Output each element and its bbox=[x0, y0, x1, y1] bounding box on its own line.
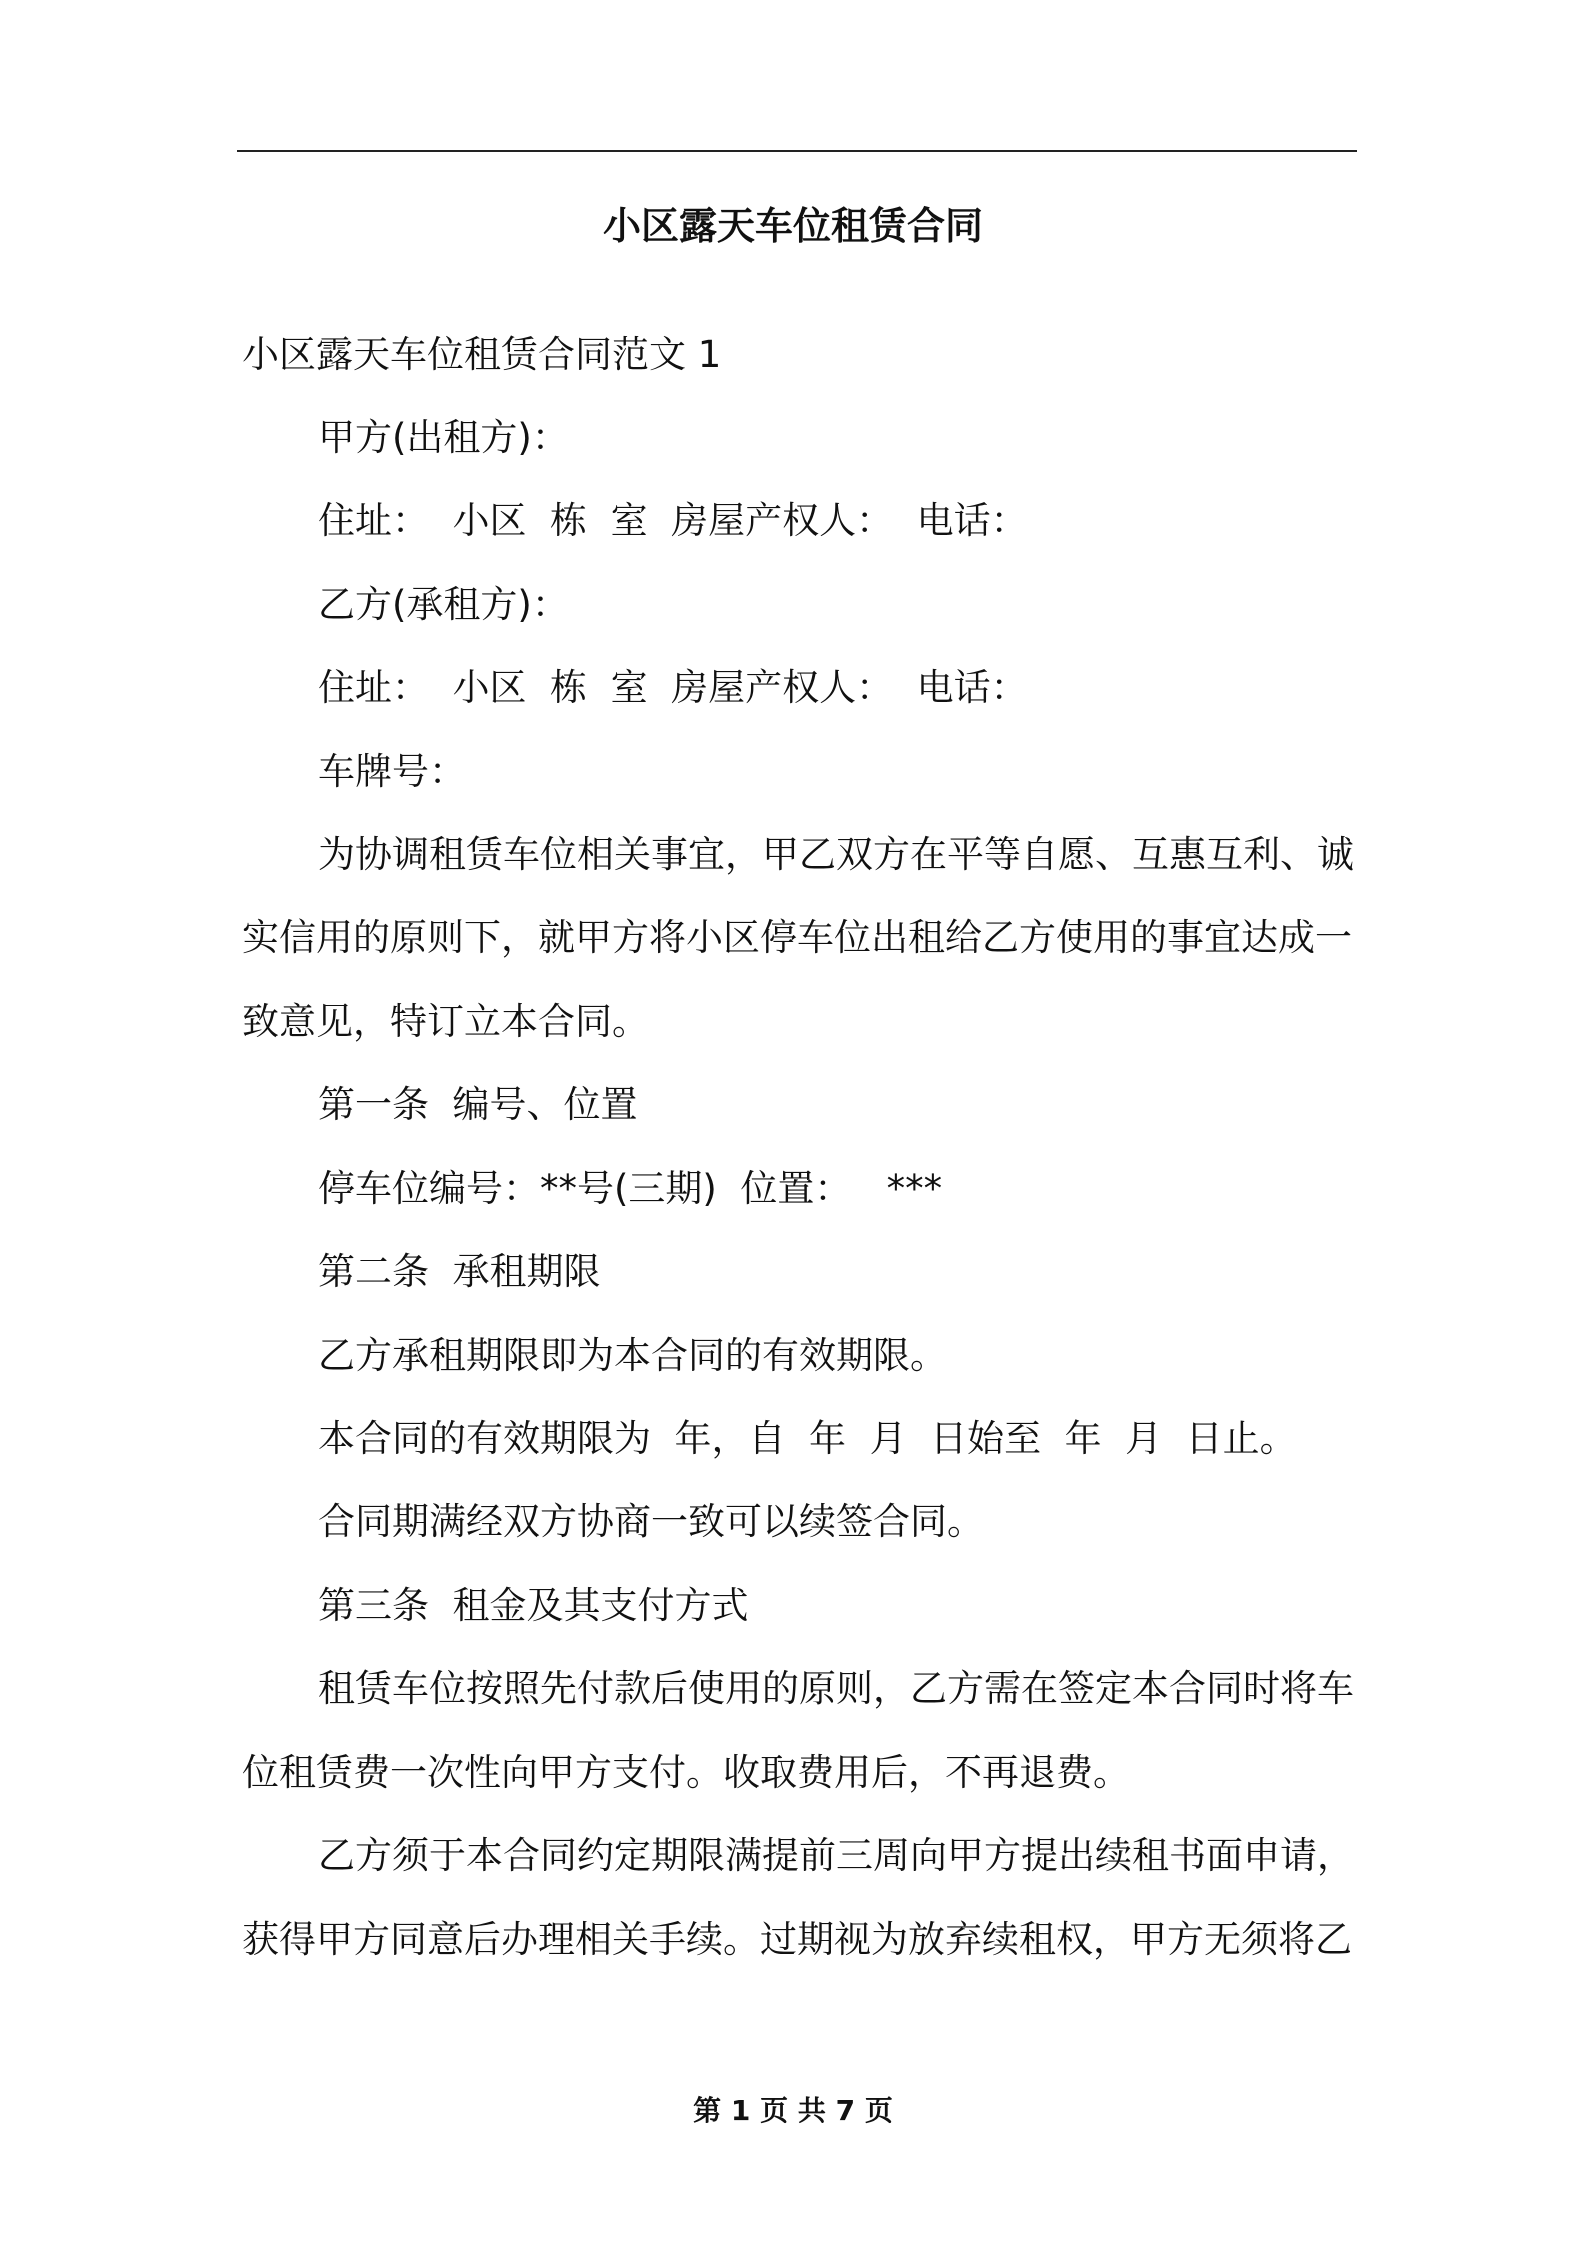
payment-paragraph-line-2: 位租赁费一次性向甲方支付。收取费用后，不再退费。 bbox=[242, 1751, 1130, 1794]
validity-period-text: 本合同的有效期限为 年，自 年 月 日始至 年 月 日止。 bbox=[318, 1417, 1297, 1460]
plate-number: 车牌号： bbox=[318, 750, 466, 793]
renewal-paragraph-line-2: 获得甲方同意后办理相关手续。过期视为放弃续租权，甲方无须将乙 bbox=[242, 1918, 1352, 1961]
intro-paragraph-line-3: 致意见，特订立本合同。 bbox=[242, 1000, 649, 1043]
party-b-address: 住址： 小区 栋 室 房屋产权人： 电话： bbox=[318, 666, 1028, 709]
party-a-address: 住址： 小区 栋 室 房屋产权人： 电话： bbox=[318, 499, 1028, 542]
document-subtitle: 小区露天车位租赁合同范文 1 bbox=[242, 333, 722, 376]
intro-paragraph-line-1: 为协调租赁车位相关事宜，甲乙双方在平等自愿、互惠互利、诚 bbox=[318, 833, 1354, 876]
article-3-heading: 第三条 租金及其支付方式 bbox=[318, 1584, 749, 1627]
renewal-paragraph-line-1: 乙方须于本合同约定期限满提前三周向甲方提出续租书面申请， bbox=[318, 1834, 1354, 1877]
intro-paragraph-line-2: 实信用的原则下，就甲方将小区停车位出租给乙方使用的事宜达成一 bbox=[242, 916, 1352, 959]
article-1-heading: 第一条 编号、位置 bbox=[318, 1083, 638, 1126]
article-2-heading: 第二条 承租期限 bbox=[318, 1250, 601, 1293]
parking-space-info: 停车位编号：**号(三期) 位置： *** bbox=[318, 1167, 943, 1210]
header-rule bbox=[237, 150, 1357, 152]
renewal-text: 合同期满经双方协商一致可以续签合同。 bbox=[318, 1500, 984, 1543]
page-number-footer: 第 1 页 共 7 页 bbox=[693, 2094, 893, 2127]
lease-term-text: 乙方承租期限即为本合同的有效期限。 bbox=[318, 1334, 947, 1377]
party-b-heading: 乙方(承租方)： bbox=[318, 583, 569, 626]
document-title: 小区露天车位租赁合同 bbox=[602, 204, 983, 248]
party-a-heading: 甲方(出租方)： bbox=[318, 416, 569, 459]
payment-paragraph-line-1: 租赁车位按照先付款后使用的原则，乙方需在签定本合同时将车 bbox=[318, 1667, 1354, 1710]
